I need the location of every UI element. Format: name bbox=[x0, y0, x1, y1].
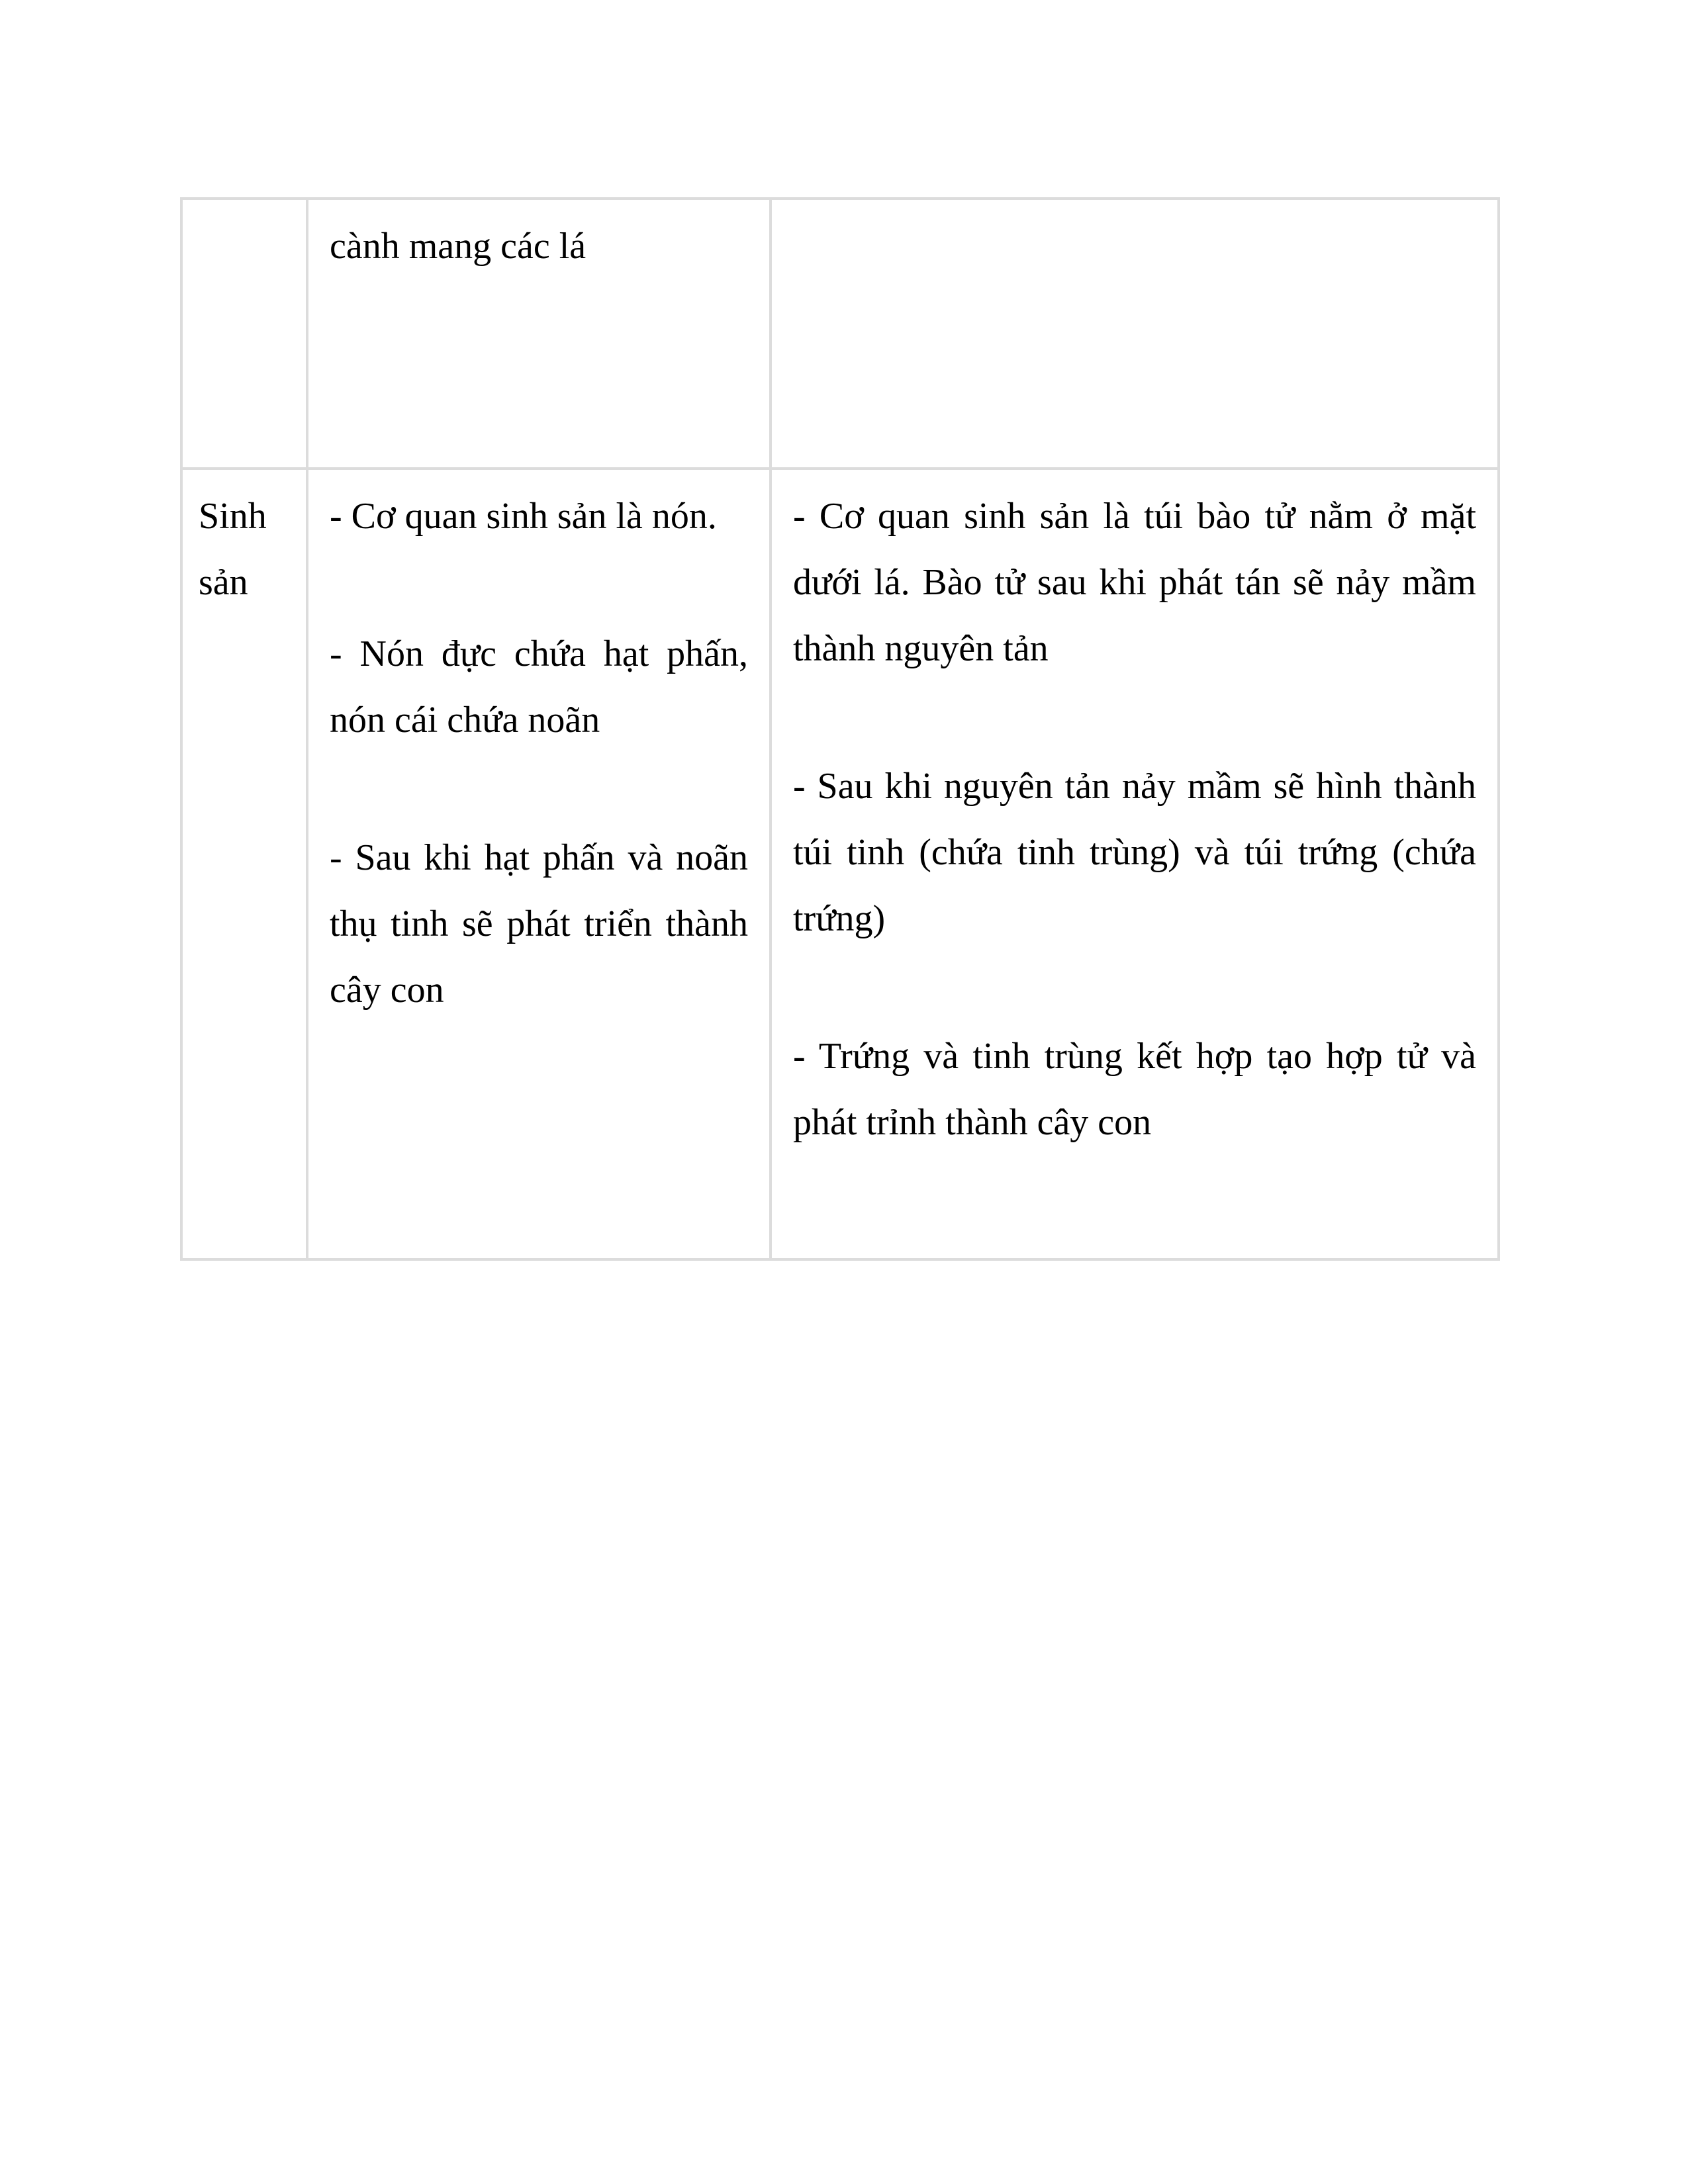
row-label-cell bbox=[181, 199, 307, 469]
table-row bbox=[181, 469, 1499, 1259]
cell-paragraph: - Trứng và tinh trùng kết hợp tạo hợp tử và phát trỉnh thành cây con bbox=[793, 1036, 1476, 1143]
table-row bbox=[181, 199, 1499, 469]
row-label-cell bbox=[181, 469, 307, 1259]
cell-paragraph: - Nón đực chứa hạt phấn, nón cái chứa noãn bbox=[330, 633, 748, 741]
row-label: sản bbox=[199, 562, 248, 603]
table-cell bbox=[307, 469, 771, 1259]
comparison-table bbox=[180, 197, 1500, 1261]
row-label: Sinh bbox=[199, 496, 267, 537]
table-cell bbox=[771, 199, 1499, 469]
cell-paragraph: - Cơ quan sinh sản là nón. bbox=[330, 496, 717, 537]
cell-paragraph: - Cơ quan sinh sản là túi bào tử nằm ở mặt dưới lá. Bào tử sau khi phát tán sẽ nảy mầm thành nguyên tản bbox=[793, 496, 1476, 669]
cell-paragraph: - Sau khi hạt phấn và noãn thụ tinh sẽ phát triển thành cây con bbox=[330, 837, 748, 1011]
cell-text: cành mang các lá bbox=[330, 226, 586, 267]
table-cell bbox=[771, 469, 1499, 1259]
table-cell bbox=[307, 199, 771, 469]
cell-paragraph: - Sau khi nguyên tản nảy mầm sẽ hình thành túi tinh (chứa tinh trùng) và túi trứng (chứa trứng) bbox=[793, 766, 1476, 939]
